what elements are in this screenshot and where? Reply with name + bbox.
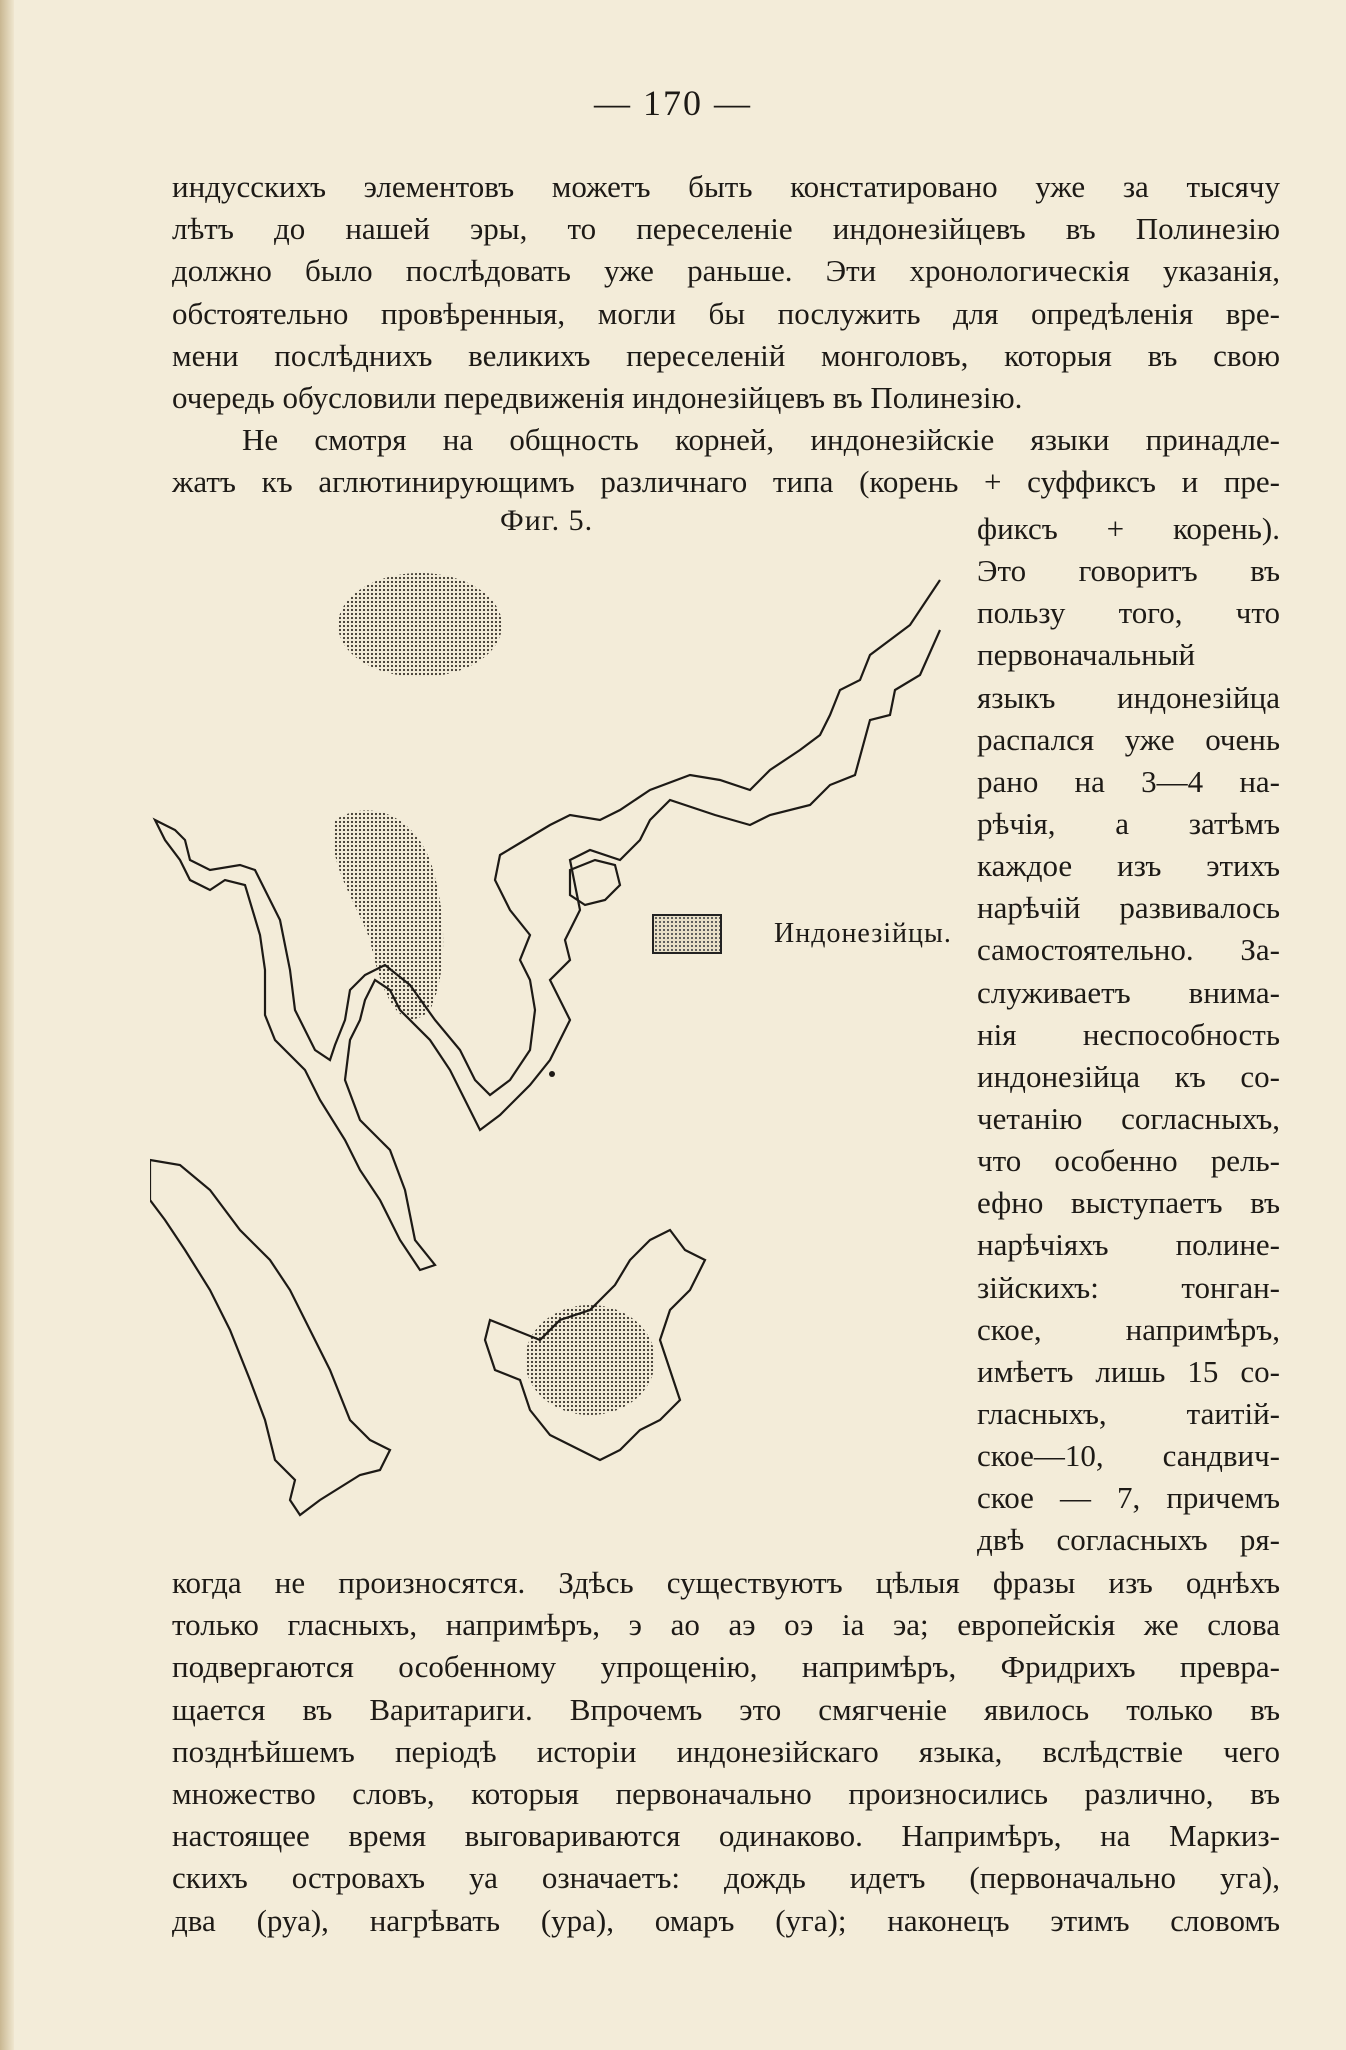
text-line: фиксъ + корень). [977,511,1280,546]
text-line: Это говоритъ въ [977,553,1280,589]
text-line: когда не произносятся. Здѣсь существуютъ цѣлыя фразы изъ однѣхъ [172,1565,1280,1600]
top-paragraph [172,166,1280,504]
text-line: множество словъ, которыя первоначально произносились различно, въ [172,1775,1280,1811]
text-line: служиваетъ внима- [977,974,1280,1010]
page-spine-shadow [0,0,14,2050]
text-line: четанію согласныхъ, [977,1100,1280,1136]
text-line: пользу того, что [977,595,1280,631]
legend-swatch [652,914,722,954]
text-line: двѣ согласныхъ ря- [977,1522,1280,1558]
text-line: ефно выступаетъ въ [977,1185,1280,1221]
text-line: ское — 7, причемъ [977,1480,1280,1516]
figure-label: Фиг. 5. [500,504,594,537]
text-line: лѣтъ до нашей эры, то переселеніе индонезійцевъ въ Полинезію [172,211,1280,247]
text-line: рѣчія, а затѣмъ [977,805,1280,841]
text-line: очередь обусловили передвиженія индонезійцевъ въ Полинезію. [172,379,1023,415]
shaded-region-borneo [525,1305,655,1415]
text-line: подвергаются особенному упрощенію, напримѣръ, Фридрихъ превра- [172,1649,1280,1685]
coastline-sumatra [150,1160,390,1515]
right-text-column [977,508,1280,1562]
text-line: настоящее время выговариваются одинаково. Напримѣръ, на Маркиз- [172,1818,1280,1854]
shaded-region-north [338,573,502,677]
text-line: ское—10, сандвич- [977,1438,1280,1474]
text-line: языкъ индонезійца [977,679,1280,715]
text-line: имѣетъ лишь 15 со- [977,1353,1280,1389]
bottom-paragraph [172,1562,1280,1942]
text-line: щается въ Варитариги. Впрочемъ это смягченіе явилось только въ [172,1691,1280,1727]
text-line: рано на 3—4 на- [977,763,1280,799]
text-line: нія неспособность [977,1016,1280,1052]
text-line: что особенно рель- [977,1143,1280,1179]
text-line: обстоятельно провѣренныя, могли бы послужить для опредѣленія вре- [172,295,1280,331]
text-line: гласныхъ, таитій- [977,1395,1280,1431]
figure-legend [652,914,952,954]
text-line: индонезійца къ со- [977,1058,1280,1094]
text-line: зійскихъ: тонган- [977,1269,1280,1305]
text-line: позднѣйшемъ періодѣ исторіи индонезійскаго языка, вслѣдствіе чего [172,1733,1280,1769]
text-line: нарѣчіяхъ полине- [977,1227,1280,1263]
text-line: первоначальный [977,637,1196,673]
text-line: распался уже очень [977,721,1280,757]
page-number: — 170 — [594,83,752,123]
text-line: мени послѣднихъ великихъ переселеній монголовъ, которыя въ свою [172,337,1280,373]
text-line: Не смотря на общность корней, индонезійскіе языки принадле- [242,422,1280,458]
text-line: индусскихъ элементовъ можетъ быть констатировано уже за тысячу [172,169,1280,204]
text-line: ское, напримѣръ, [977,1311,1280,1347]
map-dot-marker [549,1071,555,1077]
text-line: только гласныхъ, напримѣръ, э ао аэ оэ іа эа; европейскія же слова [172,1607,1280,1643]
text-line: два (руа), нагрѣвать (ура), омаръ (уга); наконецъ этимъ словомъ [172,1902,1280,1938]
text-line: жатъ къ аглютинирующимъ различнаго типа (корень + суффиксъ и пре- [172,464,1280,500]
text-line: скихъ островахъ уа означаетъ: дождь идетъ (первоначально уга), [172,1860,1280,1896]
text-line: должно было послѣдовать уже раньше. Эти хронологическія указанія, [172,253,1280,289]
text-line: нарѣчій развивалось [977,890,1280,926]
text-line: каждое изъ этихъ [977,848,1280,884]
indonesia-map [150,540,980,1540]
legend-label: Индонезійцы. [774,918,952,949]
text-line: самостоятельно. За- [977,932,1280,968]
